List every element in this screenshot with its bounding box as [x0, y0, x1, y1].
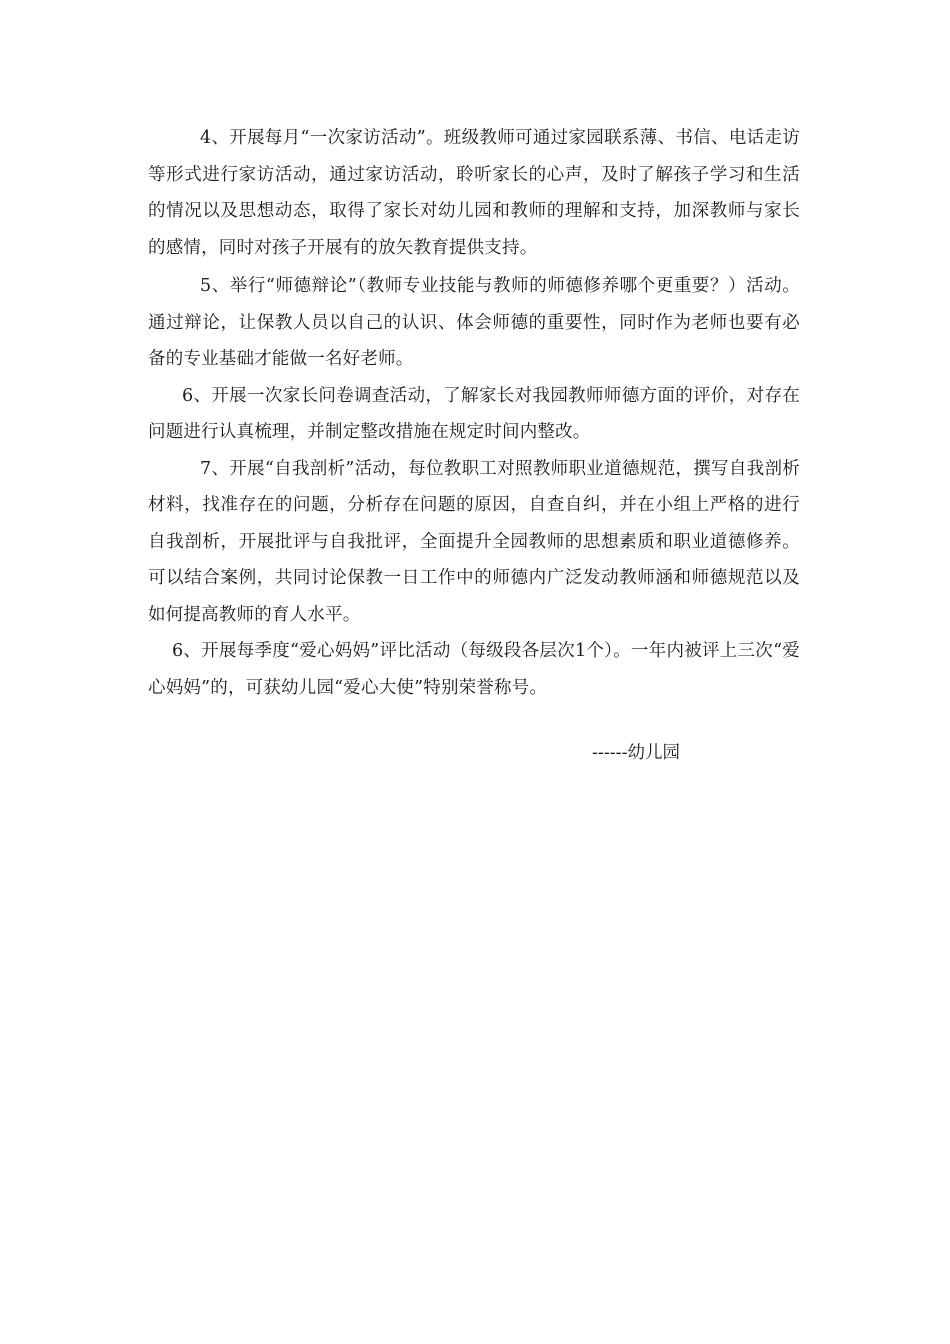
signature: ------幼儿园: [592, 743, 680, 763]
paragraph-caring-mother: 6、开展每季度“爱心妈妈”评比活动（每级段各层次1个）。一年内被评上三次“爱心妈妈”的，可获幼儿园“爱心大使”特别荣誉称号。: [148, 641, 800, 698]
paragraph-self-analysis: 7、开展“自我剖析”活动，每位教职工对照教师职业道德规范，撰写自我剖析材料，找准存在的问题，分析存在问题的原因，自查自纠，并在小组上严格的进行自我剖析，开展批评与自我批评，全面提升全园教师的思想素质和职业道德修养。可以结合案例，共同讨论保教一日工作中的师德内广泛发动教师涵和师德规范以及如何提高教师的育人水平。: [148, 458, 800, 625]
document-body: [148, 120, 800, 706]
paragraph-ethics-debate: 5、举行“师德辩论”（教师专业技能与教师的师德修养哪个更重要？）活动。通过辩论，让保教人员以自己的认识、体会师德的重要性，同时作为老师也要有必备的专业基础才能做一名好老师。: [148, 276, 800, 369]
paragraph-parent-survey: 6、开展一次家长问卷调查活动，了解家长对我园教师师德方面的评价，对存在问题进行认真梳理，并制定整改措施在规定时间内整改。: [148, 385, 800, 442]
paragraph-home-visit: 4、开展每月“一次家访活动”。班级教师可通过家园联系薄、书信、电话走访等形式进行家访活动，通过家访活动，聆听家长的心声，及时了解孩子学习和生活的情况以及思想动态，取得了家长对幼儿园和教师的理解和支持，加深教师与家长的感情，同时对孩子开展有的放矢教育提供支持。: [148, 128, 800, 258]
